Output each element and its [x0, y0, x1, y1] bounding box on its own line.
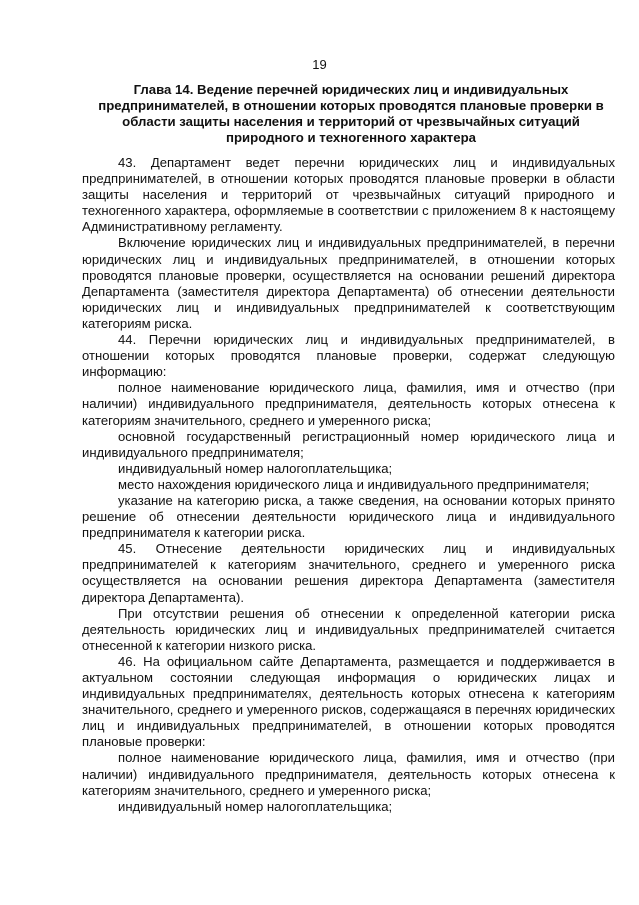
paragraph-45: 45. Отнесение деятельности юридических лиц и индивидуальных предпринимателей к категориям значительного, среднего и умеренного риска осуществляется на основании решения директора Департамента (заместителя директора Департамента).	[82, 541, 615, 605]
paragraph-43: 43. Департамент ведет перечни юридических лиц и индивидуальных предпринимателей, в отношении которых проводятся плановые проверки в области защиты населения и территорий от чрезвычайных ситуаций природного и техногенного характера, оформляемые в соответствии с приложением 8 к настоящему Административному регламенту.	[82, 155, 615, 235]
list-item-full-name-2: полное наименование юридического лица, фамилия, имя и отчество (при наличии) индивидуального предпринимателя, деятельность которых отнесена к категориям значительного, среднего и умеренного риска;	[82, 750, 615, 798]
list-item-ogrn: основной государственный регистрационный номер юридического лица и индивидуального предпринимателя;	[82, 428, 615, 460]
paragraph-low-risk: При отсутствии решения об отнесении к определенной категории риска деятельность юридических лиц и индивидуальных предпринимателей считается отнесенной к категории низкого риска.	[82, 605, 615, 653]
list-item-inn: индивидуальный номер налогоплательщика;	[118, 460, 393, 476]
list-item-inn-2: индивидуальный номер налогоплательщика;	[118, 798, 393, 814]
list-item-full-name: полное наименование юридического лица, фамилия, имя и отчество (при наличии) индивидуального предпринимателя, деятельность которых отнесена к категориям значительного, среднего и умеренного риска;	[82, 380, 615, 428]
paragraph-46: 46. На официальном сайте Департамента, размещается и поддерживается в актуальном состоянии следующая информация о юридических лицах и индивидуальных предпринимателях, деятельность которых отнесена к категориям значительного, среднего и умеренного рисков, содержащаяся в перечнях юридических лиц и индивидуальных предпринимателей, в отношении которых проводятся плановые проверки:	[82, 653, 615, 750]
paragraph-inclusion: Включение юридических лиц и индивидуальных предпринимателей, в перечни юридических лиц и индивидуальных предпринимателей, в отношении которых проводятся плановые проверки, осуществляется на основании решений директора Департамента (заместителя директора Департамента) об отнесении деятельности юридических лиц и индивидуальных предпринимателей к соответствующим категориям риска.	[82, 235, 615, 331]
page-number: 19	[312, 57, 327, 72]
list-item-risk-category: указание на категорию риска, а также сведения, на основании которых принято решение об отнесении деятельности юридического лица и индивидуального предпринимателя к категории риска.	[82, 492, 615, 541]
document-body	[82, 155, 615, 815]
list-item-location: место нахождения юридического лица и индивидуального предпринимателя;	[118, 476, 590, 492]
chapter-title: Глава 14. Ведение перечней юридических лиц и индивидуальных предпринимателей, в отношении которых проводятся плановые проверки в области защиты населения и территорий от чрезвычайных ситуаций природного и техногенного характера	[98, 82, 604, 145]
paragraph-44: 44. Перечни юридических лиц и индивидуальных предпринимателей, в отношении которых проводятся плановые проверки, содержат следующую информацию:	[82, 332, 615, 380]
